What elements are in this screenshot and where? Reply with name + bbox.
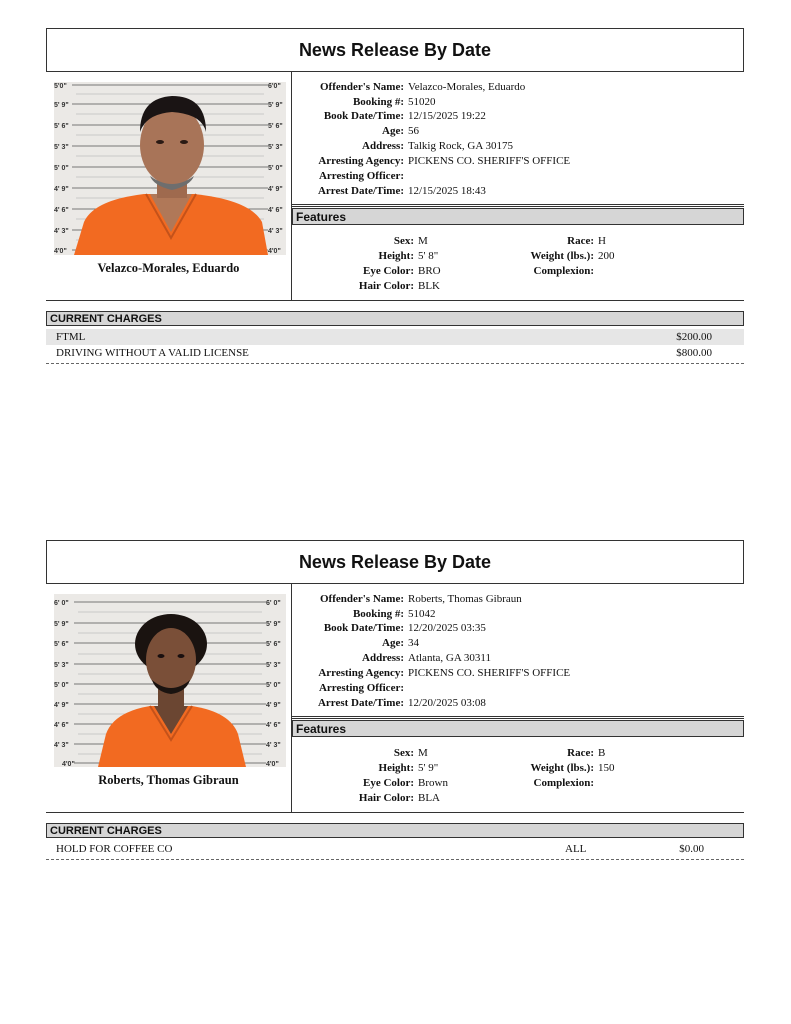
feature-value: Brown [418,777,448,789]
photo-caption: Velazco-Morales, Eduardo [97,261,240,275]
scale-label: 4' 6" [54,722,69,729]
scale-label: 5' 9" [268,102,283,109]
scale-label: 5' 9" [54,102,69,109]
mugshot-image [54,594,286,767]
info-value: PICKENS CO. SHERIFF'S OFFICE [408,155,571,167]
feature-row [292,791,440,806]
feature-value: H [598,235,606,247]
scale-label: 5' 6" [54,641,69,648]
info-label: Arresting Officer: [318,682,404,694]
info-value: 51042 [408,608,436,620]
scale-label: 6'0" [268,83,281,90]
feature-row [446,234,606,249]
charge-amount: $800.00 [676,347,712,359]
scale-label: 4'0" [54,248,67,255]
scale-label: 4'0" [268,248,281,255]
info-value: 12/15/2025 19:22 [408,110,486,122]
feature-value: B [598,747,606,759]
feature-label: Race: [567,747,594,759]
info-label: Book Date/Time: [323,110,404,122]
features-header: Features [292,208,744,225]
scale-label: 4'0" [62,761,75,767]
info-row [292,95,744,110]
feature-label: Height: [378,250,414,262]
feature-label: Eye Color: [362,777,414,789]
info-row [292,124,744,139]
charge-row [46,345,744,361]
info-value: Velazco-Morales, Eduardo [408,81,526,93]
charge-name: DRIVING WITHOUT A VALID LICENSE [56,347,249,359]
feature-row [292,761,439,776]
scale-label: 4' 6" [54,207,69,214]
divider [292,718,744,719]
report-title: News Release By Date [46,540,744,584]
scale-label: 4' 3" [266,742,281,749]
info-value: 12/20/2025 03:08 [408,697,486,709]
feature-value: 150 [598,762,615,774]
info-value: 51020 [408,96,436,108]
feature-label: Height: [378,762,414,774]
info-row [292,169,744,184]
scale-label: 4'0" [266,761,279,767]
info-label: Offender's Name: [319,593,404,605]
scale-label: 5' 0" [268,165,283,172]
charge-amount: $200.00 [676,331,712,343]
info-row [292,696,744,711]
charges-header: CURRENT CHARGES [46,311,744,326]
info-value: 12/15/2025 18:43 [408,185,486,197]
info-row [292,154,744,169]
scale-label: 4' 3" [54,742,69,749]
mugshot-photo [54,594,286,767]
info-row [292,139,744,154]
scale-label: 5' 9" [54,621,69,628]
info-label: Offender's Name: [319,81,404,93]
feature-label: Sex: [393,235,414,247]
divider [46,812,744,813]
dashed-divider [46,363,744,364]
photo-cell [46,584,292,812]
feature-row [292,776,448,791]
info-value: 12/20/2025 03:35 [408,622,486,634]
scale-label: 5' 6" [268,123,283,130]
scale-label: 6' 0" [54,600,69,607]
info-label: Age: [382,125,404,137]
feature-label: Complexion: [533,265,594,277]
feature-row [292,264,441,279]
scale-label: 5' 0" [54,165,69,172]
scale-label: 5' 9" [266,621,281,628]
feature-label: Hair Color: [358,280,414,292]
feature-row [446,264,594,279]
feature-label: Eye Color: [362,265,414,277]
info-label: Arresting Agency: [318,667,404,679]
scale-label: 5' 3" [54,144,69,151]
scale-label: 5'0" [54,83,67,90]
scale-label: 4' 9" [266,702,281,709]
info-label: Arrest Date/Time: [317,185,404,197]
scale-label: 5' 3" [54,662,69,669]
feature-row [292,279,440,294]
photo-caption: Roberts, Thomas Gibraun [98,773,239,787]
photo-cell [46,72,292,300]
info-label: Booking #: [352,96,404,108]
feature-label: Race: [567,235,594,247]
feature-value: BLK [418,280,440,292]
feature-label: Weight (lbs.): [530,762,594,774]
info-label: Age: [382,637,404,649]
feature-label: Hair Color: [358,792,414,804]
info-label: Booking #: [352,608,404,620]
info-value: Roberts, Thomas Gibraun [408,593,522,605]
feature-value: 5' 8" [418,250,439,262]
info-row [292,651,744,666]
scale-label: 5' 3" [268,144,283,151]
info-row [292,592,744,607]
divider [292,716,744,717]
charge-name: HOLD FOR COFFEE CO [56,843,173,855]
features-header: Features [292,720,744,737]
report-title: News Release By Date [46,28,744,72]
info-label: Book Date/Time: [323,622,404,634]
feature-value: 200 [598,250,615,262]
info-row [292,109,744,124]
scale-label: 5' 3" [266,662,281,669]
info-row [292,621,744,636]
feature-row [446,249,615,264]
info-value: PICKENS CO. SHERIFF'S OFFICE [408,667,571,679]
feature-row [292,234,428,249]
charge-scope: ALL [565,843,587,855]
feature-value: 5' 9" [418,762,439,774]
info-value: Talkig Rock, GA 30175 [408,140,513,152]
scale-label: 5' 0" [54,682,69,689]
feature-label: Sex: [393,747,414,759]
info-row [292,666,744,681]
info-label: Arresting Agency: [318,155,404,167]
feature-value: M [418,747,428,759]
feature-value: BLA [418,792,440,804]
scale-label: 4' 9" [54,186,69,193]
scale-label: 4' 3" [268,228,283,235]
feature-value: BRO [418,265,441,277]
scale-label: 4' 3" [54,228,69,235]
feature-label: Complexion: [533,777,594,789]
scale-label: 5' 0" [266,682,281,689]
charges-header: CURRENT CHARGES [46,823,744,838]
info-label: Arresting Officer: [318,170,404,182]
charge-name: FTML [56,331,86,343]
info-value: 56 [408,125,419,137]
info-label: Arrest Date/Time: [317,697,404,709]
dashed-divider [46,859,744,860]
info-value: Atlanta, GA 30311 [408,652,491,664]
divider [46,300,744,301]
feature-row [446,761,615,776]
scale-label: 5' 6" [266,641,281,648]
info-label: Address: [362,652,404,664]
record-card [46,28,744,368]
scale-label: 6' 0" [266,600,281,607]
info-row [292,184,744,199]
mugshot-image [54,82,286,255]
feature-row [292,746,428,761]
feature-label: Weight (lbs.): [530,250,594,262]
scale-label: 4' 6" [268,207,283,214]
record-card [46,540,744,862]
mugshot-photo [54,82,286,255]
charge-row [46,329,744,345]
divider [292,206,744,207]
scale-label: 4' 9" [54,702,69,709]
scale-label: 4' 6" [266,722,281,729]
info-row [292,607,744,622]
info-label: Address: [362,140,404,152]
charge-amount: $0.00 [679,843,704,855]
feature-row [446,776,594,791]
feature-row [446,746,606,761]
feature-row [292,249,439,264]
charge-row [46,841,744,857]
feature-value: M [418,235,428,247]
scale-label: 4' 9" [268,186,283,193]
info-row [292,681,744,696]
divider [292,204,744,205]
info-value: 34 [408,637,419,649]
info-row [292,80,744,95]
info-row [292,636,744,651]
scale-label: 5' 6" [54,123,69,130]
